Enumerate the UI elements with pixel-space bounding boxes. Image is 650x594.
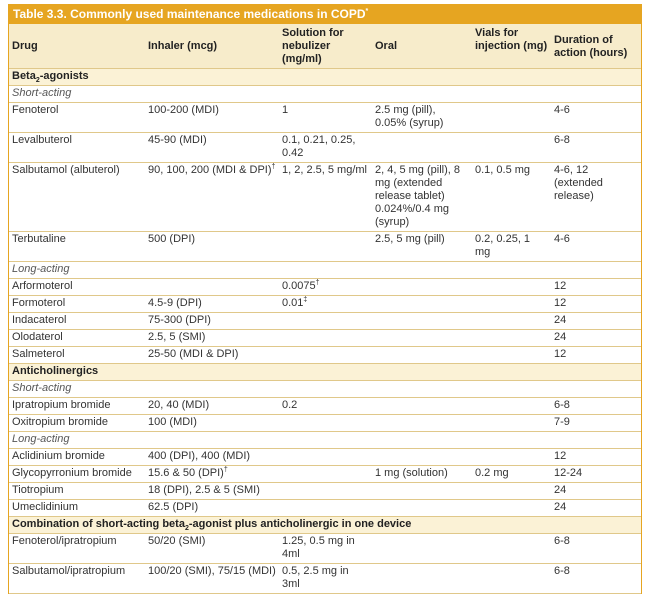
cell-duration — [551, 163, 641, 232]
table-row — [9, 534, 641, 564]
footnote-mark: ‡ — [303, 296, 308, 304]
cell-text: Fenoterol — [12, 104, 59, 116]
cell-oral — [372, 279, 472, 296]
cell-text: 2, 4, 5 mg (pill), 8 mg (extended release tablet) 0.024%/0.4 mg (syrup) — [375, 164, 460, 228]
cell-injection — [472, 313, 551, 330]
table-row — [9, 232, 641, 262]
cell-inhaler — [145, 296, 279, 313]
section-label — [9, 69, 641, 86]
subsection-anti-long — [9, 432, 641, 449]
cell-injection — [472, 279, 551, 296]
table-row — [9, 415, 641, 432]
cell-text: 12 — [554, 450, 567, 462]
cell-text: Salmeterol — [12, 348, 65, 360]
cell-drug — [9, 133, 145, 163]
cell-injection — [472, 163, 551, 232]
cell-text: Formoterol — [12, 297, 66, 309]
cell-drug — [9, 232, 145, 262]
section-label: Anticholinergics — [9, 364, 641, 381]
cell-text: Terbutaline — [12, 233, 66, 245]
cell-inhaler — [145, 347, 279, 364]
cell-duration — [551, 232, 641, 262]
cell-duration — [551, 564, 641, 594]
cell-injection — [472, 103, 551, 133]
cell-nebulizer — [279, 564, 372, 594]
cell-text: 12 — [554, 297, 567, 309]
cell-duration — [551, 330, 641, 347]
cell-nebulizer — [279, 415, 372, 432]
cell-text: Ipratropium bromide — [12, 399, 111, 411]
cell-oral — [372, 415, 472, 432]
cell-nebulizer — [279, 330, 372, 347]
table-row — [9, 564, 641, 594]
cell-text: 100-200 (MDI) — [148, 104, 219, 116]
cell-injection — [472, 330, 551, 347]
cell-text: 0.1, 0.21, 0.25, 0.42 — [282, 134, 356, 159]
header-inhaler: Inhaler (mcg) — [145, 24, 279, 69]
cell-nebulizer — [279, 313, 372, 330]
cell-drug — [9, 534, 145, 564]
cell-drug — [9, 103, 145, 133]
cell-inhaler — [145, 330, 279, 347]
table-row — [9, 347, 641, 364]
cell-drug — [9, 313, 145, 330]
cell-drug — [9, 296, 145, 313]
cell-text: 0.1, 0.5 mg — [475, 164, 531, 176]
header-duration: Duration of action (hours) — [551, 24, 641, 69]
subsection-beta-short — [9, 86, 641, 103]
section-subscript: 2 — [35, 77, 40, 85]
cell-text: 0.2, 0.25, 1 mg — [475, 233, 531, 258]
cell-inhaler — [145, 133, 279, 163]
table-row — [9, 163, 641, 232]
subsection-label: Long-acting — [9, 262, 641, 279]
cell-text: 50/20 (SMI) — [148, 535, 206, 547]
cell-duration — [551, 534, 641, 564]
table-title: Table 3.3. Commonly used maintenance medications in COPD — [13, 7, 366, 21]
cell-nebulizer — [279, 466, 372, 483]
cell-text: 62.5 (DPI) — [148, 501, 199, 513]
table-row — [9, 296, 641, 313]
cell-oral — [372, 313, 472, 330]
cell-injection — [472, 449, 551, 466]
table-row — [9, 279, 641, 296]
cell-oral — [372, 330, 472, 347]
header-drug: Drug — [9, 24, 145, 69]
cell-duration — [551, 279, 641, 296]
cell-text: 1, 2, 2.5, 5 mg/ml — [282, 164, 367, 176]
subsection-beta-long — [9, 262, 641, 279]
table-row — [9, 449, 641, 466]
cell-inhaler — [145, 483, 279, 500]
footnote-mark: † — [315, 279, 320, 287]
cell-oral — [372, 232, 472, 262]
cell-text: Oxitropium bromide — [12, 416, 108, 428]
cell-injection — [472, 296, 551, 313]
cell-text: 45-90 (MDI) — [148, 134, 207, 146]
cell-injection — [472, 466, 551, 483]
cell-text: Fenoterol/ipratropium — [12, 535, 117, 547]
cell-inhaler — [145, 534, 279, 564]
cell-text: 6-8 — [554, 134, 570, 146]
cell-drug — [9, 163, 145, 232]
cell-inhaler — [145, 163, 279, 232]
cell-text: Tiotropium — [12, 484, 64, 496]
cell-injection — [472, 564, 551, 594]
cell-text: 4.5-9 (DPI) — [148, 297, 202, 309]
header-row — [9, 24, 641, 69]
cell-text: 100 (MDI) — [148, 416, 197, 428]
section-text: Combination of short-acting beta — [12, 518, 185, 530]
cell-inhaler — [145, 313, 279, 330]
cell-text: Umeclidinium — [12, 501, 79, 513]
cell-drug — [9, 279, 145, 296]
cell-text: 2.5, 5 mg (pill) — [375, 233, 445, 245]
cell-text: 24 — [554, 314, 567, 326]
medication-table-frame — [8, 4, 642, 594]
cell-oral — [372, 449, 472, 466]
cell-duration — [551, 466, 641, 483]
cell-text: Salbutamol (albuterol) — [12, 164, 120, 176]
cell-drug — [9, 564, 145, 594]
table-row — [9, 483, 641, 500]
cell-duration — [551, 449, 641, 466]
cell-nebulizer — [279, 534, 372, 564]
cell-duration — [551, 313, 641, 330]
cell-oral — [372, 500, 472, 517]
cell-text: 0.0075 — [282, 280, 316, 292]
cell-inhaler — [145, 500, 279, 517]
cell-text: Salbutamol/ipratropium — [12, 565, 126, 577]
subsection-label: Short-acting — [9, 86, 641, 103]
section-subscript: 2 — [184, 525, 189, 533]
cell-inhaler — [145, 279, 279, 296]
cell-nebulizer — [279, 398, 372, 415]
cell-oral — [372, 163, 472, 232]
footnote-mark: † — [223, 466, 228, 474]
cell-oral — [372, 296, 472, 313]
cell-duration — [551, 133, 641, 163]
cell-drug — [9, 449, 145, 466]
footnote-mark: † — [271, 163, 276, 171]
cell-injection — [472, 347, 551, 364]
cell-injection — [472, 500, 551, 517]
table-row — [9, 466, 641, 483]
cell-text: 6-8 — [554, 535, 570, 547]
cell-text: 25-50 (MDI & DPI) — [148, 348, 239, 360]
cell-text: 12 — [554, 280, 567, 292]
cell-text: 12 — [554, 348, 567, 360]
table-row — [9, 500, 641, 517]
header-nebulizer: Solution for nebulizer (mg/ml) — [279, 24, 372, 69]
cell-text: Olodaterol — [12, 331, 63, 343]
cell-text: Indacaterol — [12, 314, 67, 326]
cell-drug — [9, 347, 145, 364]
cell-inhaler — [145, 232, 279, 262]
cell-text: 24 — [554, 484, 567, 496]
cell-duration — [551, 347, 641, 364]
cell-text: 0.2 mg — [475, 467, 509, 479]
cell-nebulizer — [279, 163, 372, 232]
cell-injection — [472, 415, 551, 432]
cell-duration — [551, 415, 641, 432]
cell-text: 1 mg (solution) — [375, 467, 448, 479]
cell-text: 400 (DPI), 400 (MDI) — [148, 450, 251, 462]
cell-text: Glycopyrronium bromide — [12, 467, 132, 479]
cell-text: 12-24 — [554, 467, 583, 479]
cell-text: 4-6 — [554, 233, 570, 245]
cell-text: 7-9 — [554, 416, 570, 428]
cell-injection — [472, 398, 551, 415]
table-row — [9, 330, 641, 347]
cell-nebulizer — [279, 279, 372, 296]
cell-oral — [372, 347, 472, 364]
cell-oral — [372, 534, 472, 564]
cell-text: 75-300 (DPI) — [148, 314, 211, 326]
cell-text: 500 (DPI) — [148, 233, 196, 245]
cell-drug — [9, 466, 145, 483]
cell-drug — [9, 415, 145, 432]
header-oral: Oral — [372, 24, 472, 69]
subsection-label: Long-acting — [9, 432, 641, 449]
cell-text: 24 — [554, 501, 567, 513]
cell-injection — [472, 483, 551, 500]
cell-oral — [372, 483, 472, 500]
cell-nebulizer — [279, 500, 372, 517]
cell-text: 0.5, 2.5 mg in 3ml — [282, 565, 349, 590]
cell-duration — [551, 500, 641, 517]
cell-text: 20, 40 (MDI) — [148, 399, 210, 411]
cell-duration — [551, 103, 641, 133]
section-combination — [9, 517, 641, 534]
section-text: Beta — [12, 70, 36, 82]
cell-text: 24 — [554, 331, 567, 343]
cell-inhaler — [145, 564, 279, 594]
section-text-suffix: -agonists — [39, 70, 89, 82]
cell-text: 2.5 mg (pill), 0.05% (syrup) — [375, 104, 444, 129]
cell-oral — [372, 466, 472, 483]
cell-nebulizer — [279, 296, 372, 313]
cell-text: 0.01 — [282, 297, 304, 309]
cell-nebulizer — [279, 232, 372, 262]
cell-inhaler — [145, 398, 279, 415]
cell-text: 1 — [282, 104, 289, 116]
cell-text: 6-8 — [554, 399, 570, 411]
cell-text: 90, 100, 200 (MDI & DPI) — [148, 164, 272, 176]
subsection-anti-short — [9, 381, 641, 398]
medication-table — [9, 24, 641, 594]
cell-text: 0.2 — [282, 399, 298, 411]
section-text-suffix: -agonist plus anticholinergic in one device — [188, 518, 412, 530]
cell-duration — [551, 398, 641, 415]
cell-text: Arformoterol — [12, 280, 73, 292]
cell-injection — [472, 534, 551, 564]
cell-inhaler — [145, 415, 279, 432]
cell-text: Levalbuterol — [12, 134, 72, 146]
cell-text: 15.6 & 50 (DPI) — [148, 467, 224, 479]
cell-text: 2.5, 5 (SMI) — [148, 331, 206, 343]
cell-text: 6-8 — [554, 565, 570, 577]
section-label — [9, 517, 641, 534]
cell-nebulizer — [279, 347, 372, 364]
cell-injection — [472, 133, 551, 163]
cell-duration — [551, 483, 641, 500]
section-beta-agonists — [9, 69, 641, 86]
cell-drug — [9, 398, 145, 415]
cell-oral — [372, 103, 472, 133]
cell-oral — [372, 133, 472, 163]
cell-oral — [372, 398, 472, 415]
cell-nebulizer — [279, 133, 372, 163]
cell-inhaler — [145, 466, 279, 483]
cell-duration — [551, 296, 641, 313]
table-row — [9, 313, 641, 330]
table-title-mark: * — [365, 8, 369, 15]
cell-inhaler — [145, 103, 279, 133]
cell-nebulizer — [279, 449, 372, 466]
header-injection: Vials for injection (mg) — [472, 24, 551, 69]
section-anticholinergics — [9, 364, 641, 381]
cell-inhaler — [145, 449, 279, 466]
cell-drug — [9, 330, 145, 347]
table-row — [9, 133, 641, 163]
cell-text: 100/20 (SMI), 75/15 (MDI) — [148, 565, 276, 577]
table-title-bar — [9, 5, 641, 24]
cell-text: 18 (DPI), 2.5 & 5 (SMI) — [148, 484, 260, 496]
cell-text: 4-6 — [554, 104, 570, 116]
table-row — [9, 103, 641, 133]
cell-text: 1.25, 0.5 mg in 4ml — [282, 535, 355, 560]
cell-text: 4-6, 12 (extended release) — [554, 164, 603, 202]
subsection-label: Short-acting — [9, 381, 641, 398]
cell-nebulizer — [279, 483, 372, 500]
cell-injection — [472, 232, 551, 262]
cell-oral — [372, 564, 472, 594]
cell-drug — [9, 483, 145, 500]
table-row — [9, 398, 641, 415]
cell-drug — [9, 500, 145, 517]
cell-text: Aclidinium bromide — [12, 450, 105, 462]
table-body — [9, 69, 641, 594]
cell-nebulizer — [279, 103, 372, 133]
